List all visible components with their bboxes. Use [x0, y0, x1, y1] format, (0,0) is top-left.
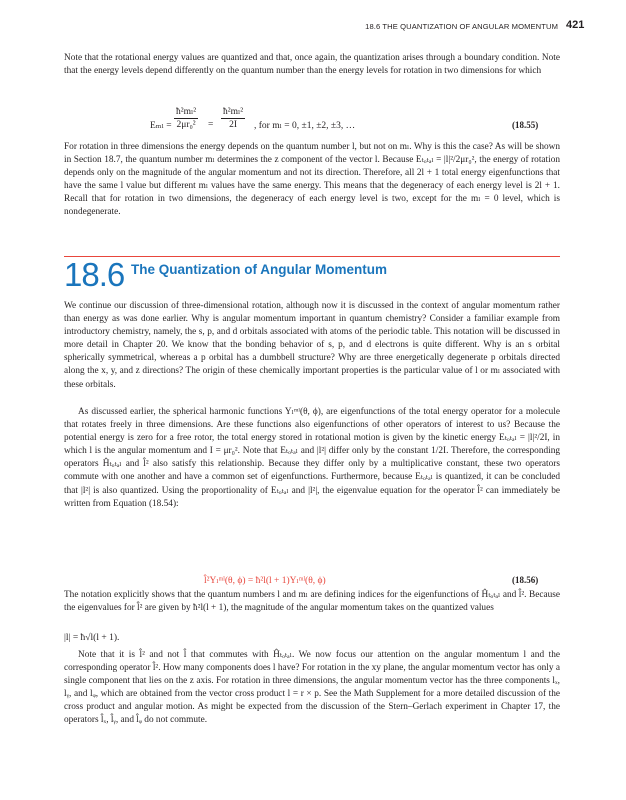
- three-d-paragraph: For rotation in three dimensions the energy depends on the quantum number l, but not on mₗ. Why is this the case? As will be shown in Section 18.7, the quantum number mₗ determines the z component of the vector l. Because Eₜₒₜₐₗ = |l|²/2μr₀², the energy of rotation depends only on the magnitude of the angular momentum and not its direction. Therefore, all 2l + 1 total energy eigenfunctions that have the same l value but different mₗ values have the same energy. This means that the degeneracy of each energy level is 2l + 1. Recall that for rotation in two dimensions, the degeneracy of each energy level is two, except for the mₗ = 0 level, which is nondegenerate.: [64, 142, 560, 218]
- section-intro-paragraph: We continue our discussion of three-dimensional rotation, although now it is discussed in the context of angular momentum rather than energy as was done earlier. Why is angular momentum important in quantum chemistry? Consider a familiar example from introductory chemistry, namely, the s, p, and d orbitals associated with atoms of the periodic table. This notation will be discussed in more detail in Chapter 20. We know that the bonding behavior of s, p, and d electrons is quite different. Why is an s orbital spherically symmetrical, whereas a p orbital has a dumbbell structure? Why are three energetically degenerate p orbitals directed along the x, y, and z directions? The origin of these chemically important properties is the particular value of l or mₗ associated with these orbitals.: [64, 301, 560, 390]
- intro-paragraph: Note that the rotational energy values are quantized and that, once again, the quantization arises through a boundary condition. Note that the energy levels depend differently on the quantum number than the energy levels for rotation in two dimensions for which: [64, 53, 560, 77]
- eq-fraction-2: [221, 106, 245, 131]
- page-number: 421: [566, 19, 585, 31]
- running-head: 18.6 THE QUANTIZATION OF ANGULAR MOMENTUM: [365, 22, 558, 31]
- notation-paragraph: The notation explicitly shows that the quantum numbers l and mₗ are defining indices for the eigenfunctions of Ĥₜₒₜₐₗ and l̂². Because the eigenvalues for l̂² are given by ħ²l(l + 1), the magnitude of the angular momentum takes on the quantized values: [64, 590, 560, 614]
- harmonics-paragraph: As discussed earlier, the spherical harmonic functions Yₗᵐˡ(θ, ϕ), are eigenfunctions of the total energy operator for a molecule that rotates freely in three dimensions. Are these functions also eigenfunctions of other operators of interest to us? Because the potential energy is zero for a free rotor, the total energy stored in rotational motion is given by the kinetic energy Eₜₒₜₐₗ = |l|²/2I, in which l is the angular momentum and I = μr₀². Note that Eₜₒₜₐₗ and |l²| differ only by the constant 1/2I. Therefore, the corresponding operators Ĥₜₒₜₐₗ and l̂² also satisfy this relationship. Because they differ only by a multiplicative constant, these two operators commute with one another and have a common set of eigenfunctions. Furthermore, because Eₜₒₜₐₗ is quantized, it can be concluded that |l²| is also quantized. Using the proportionality of Eₜₒₜₐₗ and |l²|, the eigenvalue equation for the operator l̂² can immediately be written from Equation (18.54):: [64, 407, 560, 509]
- magnitude-text: |l| = ħ√l(l + 1).: [64, 633, 120, 643]
- eq-fraction-2-denominator: 2I: [229, 120, 238, 130]
- eq-18-56-expression: l̂²Yₗᵐˡ(θ, ϕ) = ħ²l(l + 1)Yₗᵐˡ(θ, ϕ): [204, 576, 326, 586]
- eq-condition: , for mₗ = 0, ±1, ±2, ±3, …: [254, 121, 356, 131]
- eq-fraction-1-denominator: 2μr₀²: [176, 120, 196, 130]
- section-number: 18.6: [64, 256, 125, 293]
- section-title: The Quantization of Angular Momentum: [131, 262, 387, 277]
- eq-fraction-1: [174, 106, 198, 131]
- eq-number-18-55: (18.55): [512, 120, 539, 130]
- eq-fraction-2-numerator: ħ²mₗ²: [223, 107, 244, 117]
- eq-equals: =: [208, 120, 214, 130]
- eq-number-18-56: (18.56): [512, 575, 539, 585]
- eq-fraction-1-numerator: ħ²mₗ²: [176, 107, 197, 117]
- section-rule: [64, 256, 560, 257]
- commute-paragraph: Note that it is l̂² and not l̂ that commutes with Ĥₜₒₜₐₗ. We now focus our attention on the angular momentum l and the corresponding operator l̂². How many components does l have? For rotation in the xy plane, the angular momentum vector has only a single component that lies on the z axis. For rotation in three dimensions, the angular momentum vector has the three components lₓ, lᵧ, and lᵩ, which are obtained from the vector cross product l = r × p. See the Math Supplement for a more detailed discussion of the cross product and angular motion. As might be expected from the discussion of the Stern–Gerlach experiment in Chapter 17, the operators l̂ₓ, l̂ᵧ, and l̂ᵩ do not commute.: [64, 650, 560, 726]
- eq-lhs: Eₘₗ =: [150, 121, 172, 131]
